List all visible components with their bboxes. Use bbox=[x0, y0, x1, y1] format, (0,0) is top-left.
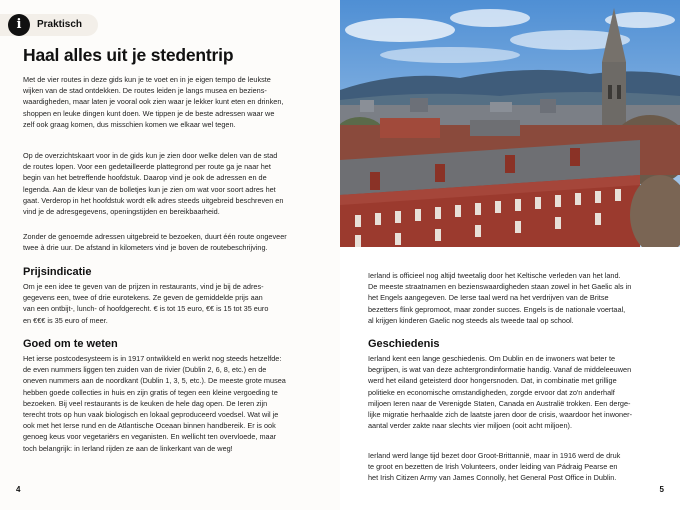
know-paragraph: Het ierse postcodesysteem is in 1917 ontwikkeld en werkt nog steeds hetzelfde: de even nummers liggen ten zuiden van de rivier (Dublin 2, 6, 8, etc.) en de oneven nummers aan de noordkant (Dublin 1, 3, 5, etc.). De meeste grote musea hebben goede collecties in huis en zijn gratis of tegen een kleine vergoeding te bezoeken. Bij veel restaurants is de keuken de hele dag open. De Ieren zijn terecht trots op hun vaak biologisch en lokaal geproduceerd voedsel. Wat wil je ook met het Ierse rund en de Atlantische Oceaan binnen handbereik. Er is ook genoeg keus voor vegetariërs en veganisten. En wellicht ten overvloede, maar toch belangrijk: in Ierland rijden ze aan de linkerkant van de weg! bbox=[23, 354, 286, 453]
history-paragraph: Ierland kent een lange geschiedenis. Om Dublin en de inwoners wat beter te begrijpen, is wat van deze achtergrondinformatie handig. Vanaf de middeleeuwen werd het eiland geteisterd door hongersnoden. Dat, in combinatie met grillige politieke en economische omstandigheden, zorgde ervoor dat zo'n anderhalf miljoen Ieren naar de Verenigde Staten, Canada en Australië trokken. Een derge- lijke migratie herhaalde zich de laatste jaren door de crisis, waardoor het inwoner- aantal verder zakte naar slechts vier miljoen (ooit acht miljoen). bbox=[368, 354, 633, 431]
section-label: Praktisch bbox=[37, 19, 83, 30]
page-number-left: 4 bbox=[16, 485, 21, 494]
distance-paragraph: Zonder de genoemde adressen uitgebreid te bezoeken, duurt één route ongeveer twee à drie uur. De afstand in kilometers vind je boven de routebeschrijving. bbox=[23, 232, 287, 253]
page-title: Haal alles uit je stedentrip bbox=[23, 45, 234, 65]
know-heading: Goed om te weten bbox=[23, 338, 118, 350]
language-paragraph: Ierland is officieel nog altijd tweetalig door het Keltische verleden van het land. De meeste straatnamen en bezienswaardigheden staan zowel in het Gaelic als in het Engels aangegeven. De Ierse taal werd na het verdrijven van de Britse bezetters flink gepromoot, maar zonder succes. Engels is de nationale voertaal, al krijgen kinderen Gaelic nog steeds als tweede taal op school. bbox=[368, 271, 632, 325]
dublin-skyline-photo bbox=[340, 0, 680, 247]
page-number-right: 5 bbox=[659, 485, 664, 494]
skyline-illustration bbox=[340, 0, 680, 247]
history-heading: Geschiedenis bbox=[368, 338, 440, 350]
overview-paragraph: Op de overzichtskaart voor in de gids kun je zien door welke delen van de stad de routes lopen. Voor een gedetailleerde plattegrond per route ga je naar het begin van het betreffende hoofdstuk. Daarop vind je ook de adressen en de legenda. Aan de kleur van de bolletjes kun je zien om wat voor soort adres het gaat. Verderop in het hoofdstuk wordt elk adres steeds uitgebreid beschreven en vind je de adresgegevens, openingstijden en bereikbaarheid. bbox=[23, 151, 284, 217]
intro-paragraph: Met de vier routes in deze gids kun je te voet en in je eigen tempo de leukste wijken van de stad ontdekken. De routes leiden je langs musea en beziens- waardigheden, maar laten je vooral ook zien waar je lekker kunt eten en drinken, shoppen en leuke dingen kunt doen. We tippen je de beste adressen waar we zelf ook graag komen, dus misschien komen we elkaar wel tegen. bbox=[23, 75, 284, 129]
info-icon: i bbox=[8, 14, 30, 36]
history-paragraph-2: Ierland werd lange tijd bezet door Groot-Brittannië, maar in 1916 werd de druk te groot en bezetten de Irish Volunteers, onder leiding van Pádraig Pearse en het Irish Citizen Army van James Connolly, het General Post Office in Dublin. bbox=[368, 451, 621, 483]
price-paragraph: Om je een idee te geven van de prijzen in restaurants, vind je bij de adres- gegevens een, twee of drie eurotekens. Ze geven de gemiddelde prijs aan van een ontbijt-, lunch- of hoofdgerecht. € is tot 15 euro, €€ is 15 tot 35 euro en €€€ is 35 euro of meer. bbox=[23, 282, 269, 325]
price-heading: Prijsindicatie bbox=[23, 266, 92, 278]
